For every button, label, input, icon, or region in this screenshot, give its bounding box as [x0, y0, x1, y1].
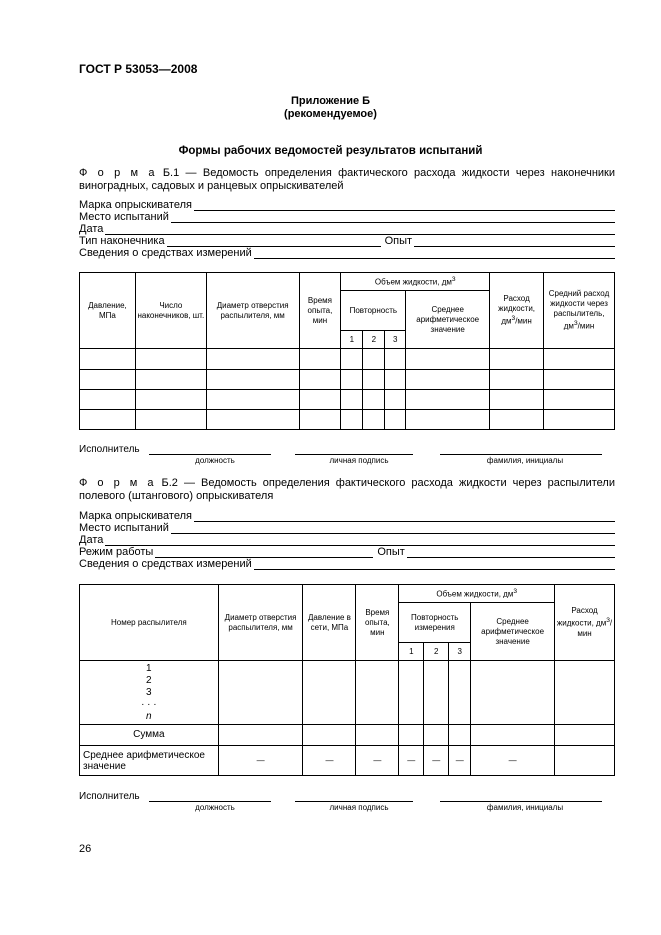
- table-row: [80, 746, 615, 776]
- table-row: [80, 725, 615, 746]
- col-time: Время опыта, мин: [299, 273, 341, 349]
- col-repeat: Повторность: [341, 291, 406, 331]
- signature-label: Исполнитель: [79, 791, 140, 802]
- form1-text: Б.1 — Ведомость определения фактического расхода жидкости через наконечники виноградных, садовых и ранцевых опрыскивателей: [79, 167, 615, 192]
- signature-line[interactable]: [295, 800, 413, 802]
- col-pressure: Давление в сети, МПа: [303, 585, 356, 661]
- page-number: 26: [79, 843, 92, 855]
- field-label: Марка опрыскивателя: [79, 510, 192, 522]
- position-caption: должность: [195, 803, 235, 812]
- dash-cell: —: [303, 746, 356, 776]
- doc-header: ГОСТ Р 53053—2008: [79, 62, 198, 76]
- position-line[interactable]: [149, 800, 271, 802]
- sprayer-number: 1: [146, 662, 152, 674]
- col-diameter: Диаметр отверстия распылителя, мм: [218, 585, 303, 661]
- position-caption: должность: [195, 456, 235, 465]
- name-line[interactable]: [440, 800, 602, 802]
- field-line[interactable]: [254, 559, 615, 570]
- table-row: [80, 661, 615, 725]
- sprayer-number: n: [146, 710, 152, 722]
- position-line[interactable]: [149, 453, 271, 455]
- form2-caption: [79, 477, 615, 503]
- form1-table: [79, 272, 615, 430]
- col-pressure: Давление, МПа: [80, 273, 136, 349]
- field-label: Тип наконечника: [79, 235, 165, 247]
- name-line[interactable]: [440, 453, 602, 455]
- col-flow: Расход жидкости, $дм^3$/мин: [555, 585, 615, 661]
- col-flow: Расход жидкости, $дм^3$/мин: [490, 273, 544, 349]
- mean-row-label: Среднее арифметическое значение: [80, 746, 219, 776]
- table-row: [80, 349, 615, 369]
- col-repeat: Повторность измерения: [399, 603, 471, 643]
- col-time: Время опыта, мин: [356, 585, 399, 661]
- form2-signature: [79, 791, 615, 815]
- col-count: Число наконечников, шт.: [135, 273, 206, 349]
- col-avg-flow: Средний расход жидкости через распылитель, $дм^3$/мин: [544, 273, 615, 349]
- appendix-subtitle: (рекомендуемое): [284, 108, 377, 120]
- field-label: Сведения о средствах измерений: [79, 558, 252, 570]
- col-r1: 1: [341, 331, 363, 349]
- form2-label: Ф о р м а: [79, 477, 156, 489]
- col-mean: Среднее арифметическое значение: [406, 291, 490, 349]
- col-r3: 3: [449, 643, 471, 661]
- col-diameter: Диаметр отверстия распылителя, мм: [206, 273, 299, 349]
- table-row: [80, 389, 615, 409]
- dash-cell: —: [471, 746, 555, 776]
- field-label: Марка опрыскивателя: [79, 199, 192, 211]
- col-sprayer: Номер распылителя: [80, 585, 219, 661]
- signature-line[interactable]: [295, 453, 413, 455]
- field-label: Дата: [79, 534, 104, 546]
- field-label: Опыт: [384, 235, 413, 247]
- field-label: Сведения о средствах измерений: [79, 247, 252, 259]
- dash-cell: —: [449, 746, 471, 776]
- form2-table: [79, 584, 615, 776]
- field-label: Режим работы: [79, 546, 154, 558]
- form1-signature: [79, 444, 615, 468]
- col-volume: Объем жидкости, $дм^3$: [399, 585, 555, 603]
- field-label: Место испытаний: [79, 522, 169, 534]
- signature-caption: личная подпись: [329, 803, 389, 812]
- sum-label: Сумма: [80, 725, 219, 746]
- sprayer-number: 3: [146, 686, 152, 698]
- name-caption: фамилия, инициалы: [486, 803, 564, 812]
- signature-caption: личная подпись: [329, 456, 389, 465]
- dash-cell: —: [424, 746, 449, 776]
- name-caption: фамилия, инициалы: [486, 456, 564, 465]
- dash-cell: —: [218, 746, 303, 776]
- signature-label: Исполнитель: [79, 444, 140, 455]
- col-volume: Объем жидкости, $дм^3$: [341, 273, 490, 291]
- col-r3: 3: [385, 331, 406, 349]
- col-r2: 2: [424, 643, 449, 661]
- section-title: Формы рабочих ведомостей результатов испытаний: [178, 145, 483, 157]
- table-row: [80, 409, 615, 429]
- field-label: Место испытаний: [79, 211, 169, 223]
- form2-text: Б.2 — Ведомость определения фактического расхода жидкости через распылители полевого (штангового) опрыскивателя: [79, 477, 615, 502]
- form2-field-instruments: [79, 557, 615, 570]
- col-mean: Среднее арифметическое значение: [471, 603, 555, 661]
- appendix-title: Приложение Б: [290, 95, 371, 107]
- form1-label: Ф о р м а: [79, 167, 157, 179]
- dash-cell: —: [399, 746, 424, 776]
- form1-field-instruments: [79, 246, 615, 259]
- dash-cell: —: [356, 746, 399, 776]
- sprayer-number: · · ·: [141, 698, 157, 710]
- sprayer-numbers: [80, 661, 219, 725]
- field-label: Дата: [79, 223, 104, 235]
- sprayer-number: 2: [146, 674, 152, 686]
- table-row: [80, 369, 615, 389]
- form1-caption: [79, 167, 615, 193]
- field-label: Опыт: [377, 546, 405, 558]
- col-r1: 1: [399, 643, 424, 661]
- col-r2: 2: [363, 331, 385, 349]
- field-line[interactable]: [254, 248, 615, 259]
